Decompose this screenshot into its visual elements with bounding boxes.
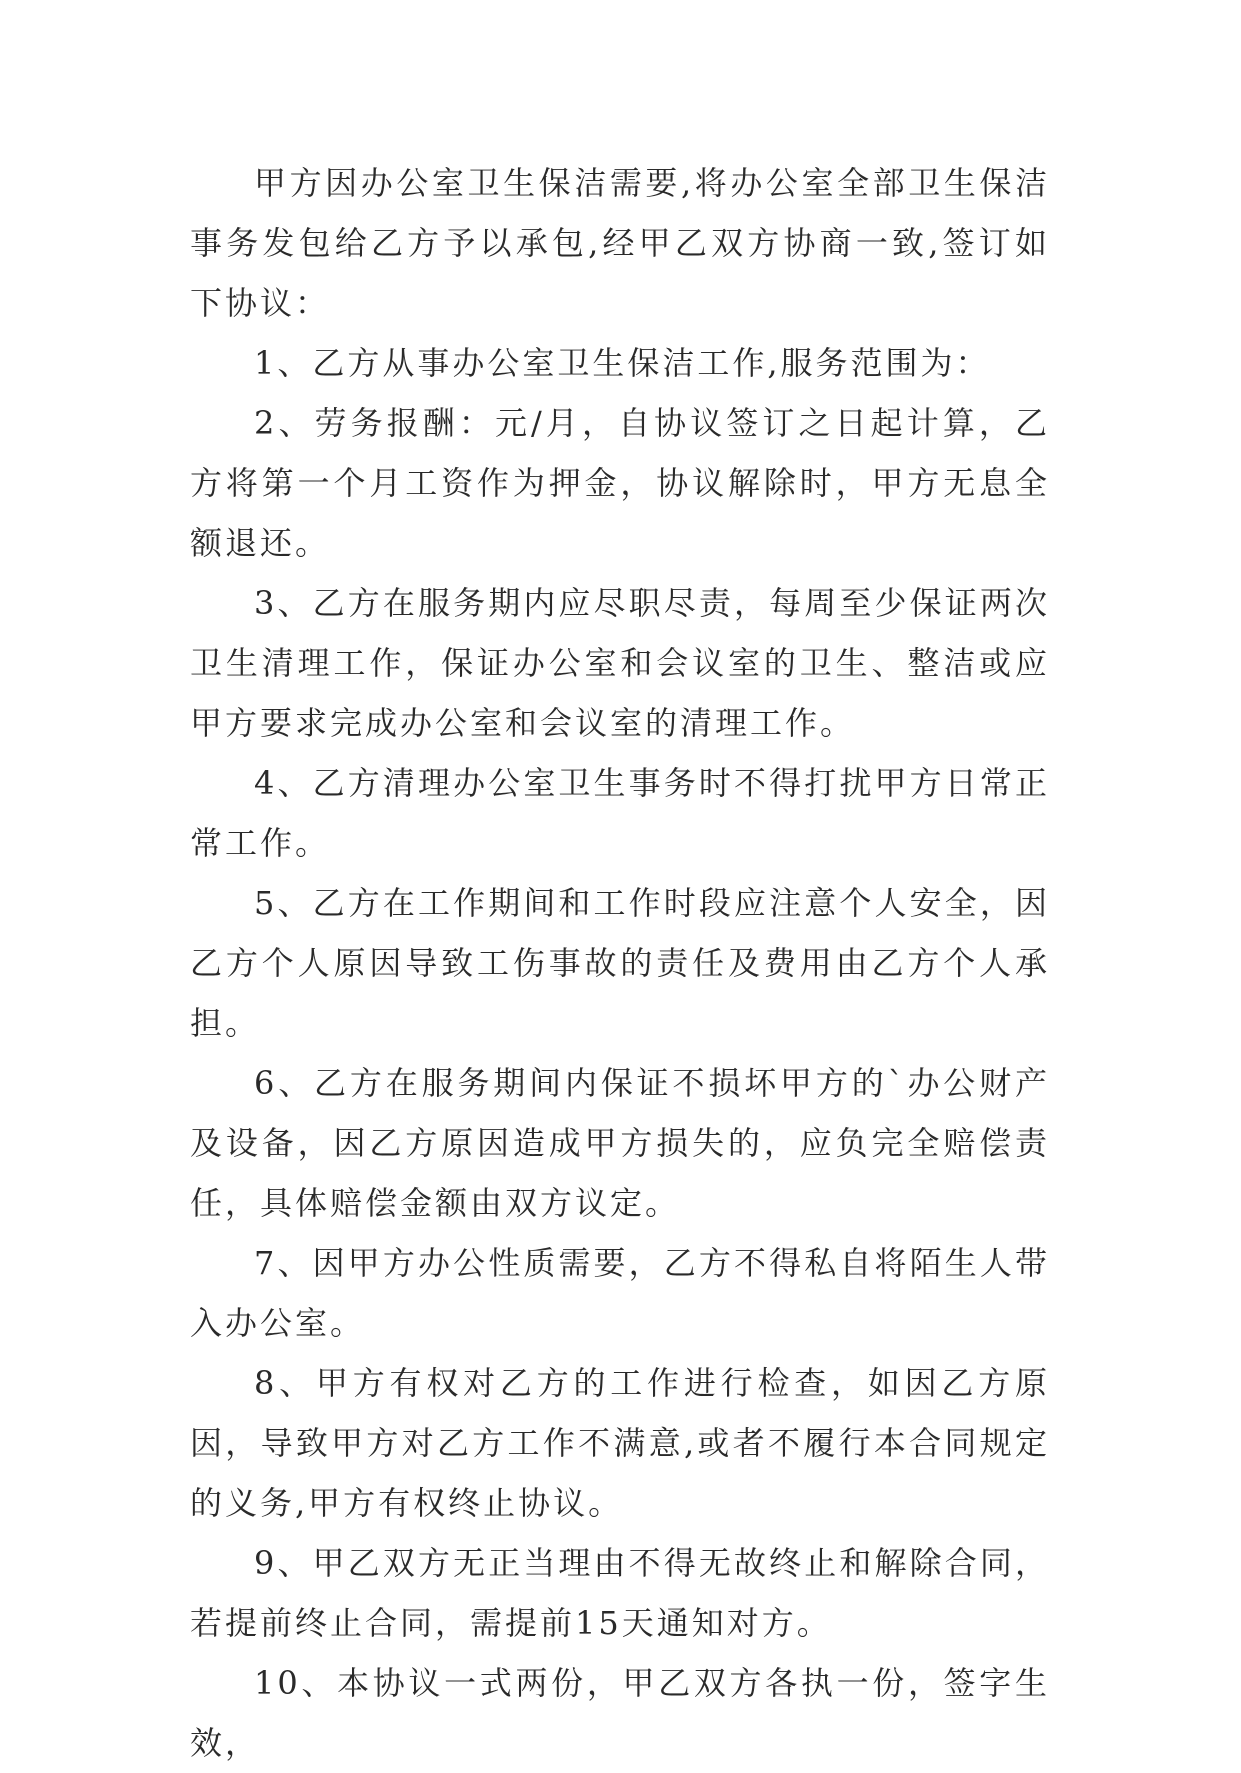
clause-8-paragraph: 8、甲方有权对乙方的工作进行检查，如因乙方原因，导致甲方对乙方工作不满意,或者不履行本合同规定的义务,甲方有权终止协议。 xyxy=(190,1364,1050,1522)
clause-7-paragraph: 7、因甲方办公性质需要，乙方不得私自将陌生人带入办公室。 xyxy=(190,1244,1050,1342)
clause-2-paragraph: 2、劳务报酬：元/月，自协议签订之日起计算，乙方将第一个月工资作为押金，协议解除时，甲方无息全额退还。 xyxy=(190,404,1050,562)
clause-9-paragraph: 9、甲乙双方无正当理由不得无故终止和解除合同，若提前终止合同，需提前15天通知对方。 xyxy=(190,1544,1050,1642)
clause-5-paragraph: 5、乙方在工作期间和工作时段应注意个人安全，因乙方个人原因导致工伤事故的责任及费用由乙方个人承担。 xyxy=(190,884,1050,1042)
clause-1-paragraph: 1、乙方从事办公室卫生保洁工作,服务范围为： xyxy=(254,344,991,382)
clause-10-paragraph: 10、本协议一式两份，甲乙双方各执一份，签字生效， xyxy=(190,1664,1050,1762)
preamble-paragraph: 甲方因办公室卫生保洁需要,将办公室全部卫生保洁事务发包给乙方予以承包,经甲乙双方协商一致,签订如下协议： xyxy=(190,164,1050,322)
clause-4-paragraph: 4、乙方清理办公室卫生事务时不得打扰甲方日常正常工作。 xyxy=(190,764,1050,862)
clause-6-paragraph: 6、乙方在服务期间内保证不损坏甲方的`办公财产及设备，因乙方原因造成甲方损失的，应负完全赔偿责任，具体赔偿金额由双方议定。 xyxy=(190,1064,1050,1222)
agreement-body xyxy=(190,153,1050,1773)
clause-3-paragraph: 3、乙方在服务期内应尽职尽责，每周至少保证两次卫生清理工作，保证办公室和会议室的卫生、整洁或应甲方要求完成办公室和会议室的清理工作。 xyxy=(190,584,1050,742)
